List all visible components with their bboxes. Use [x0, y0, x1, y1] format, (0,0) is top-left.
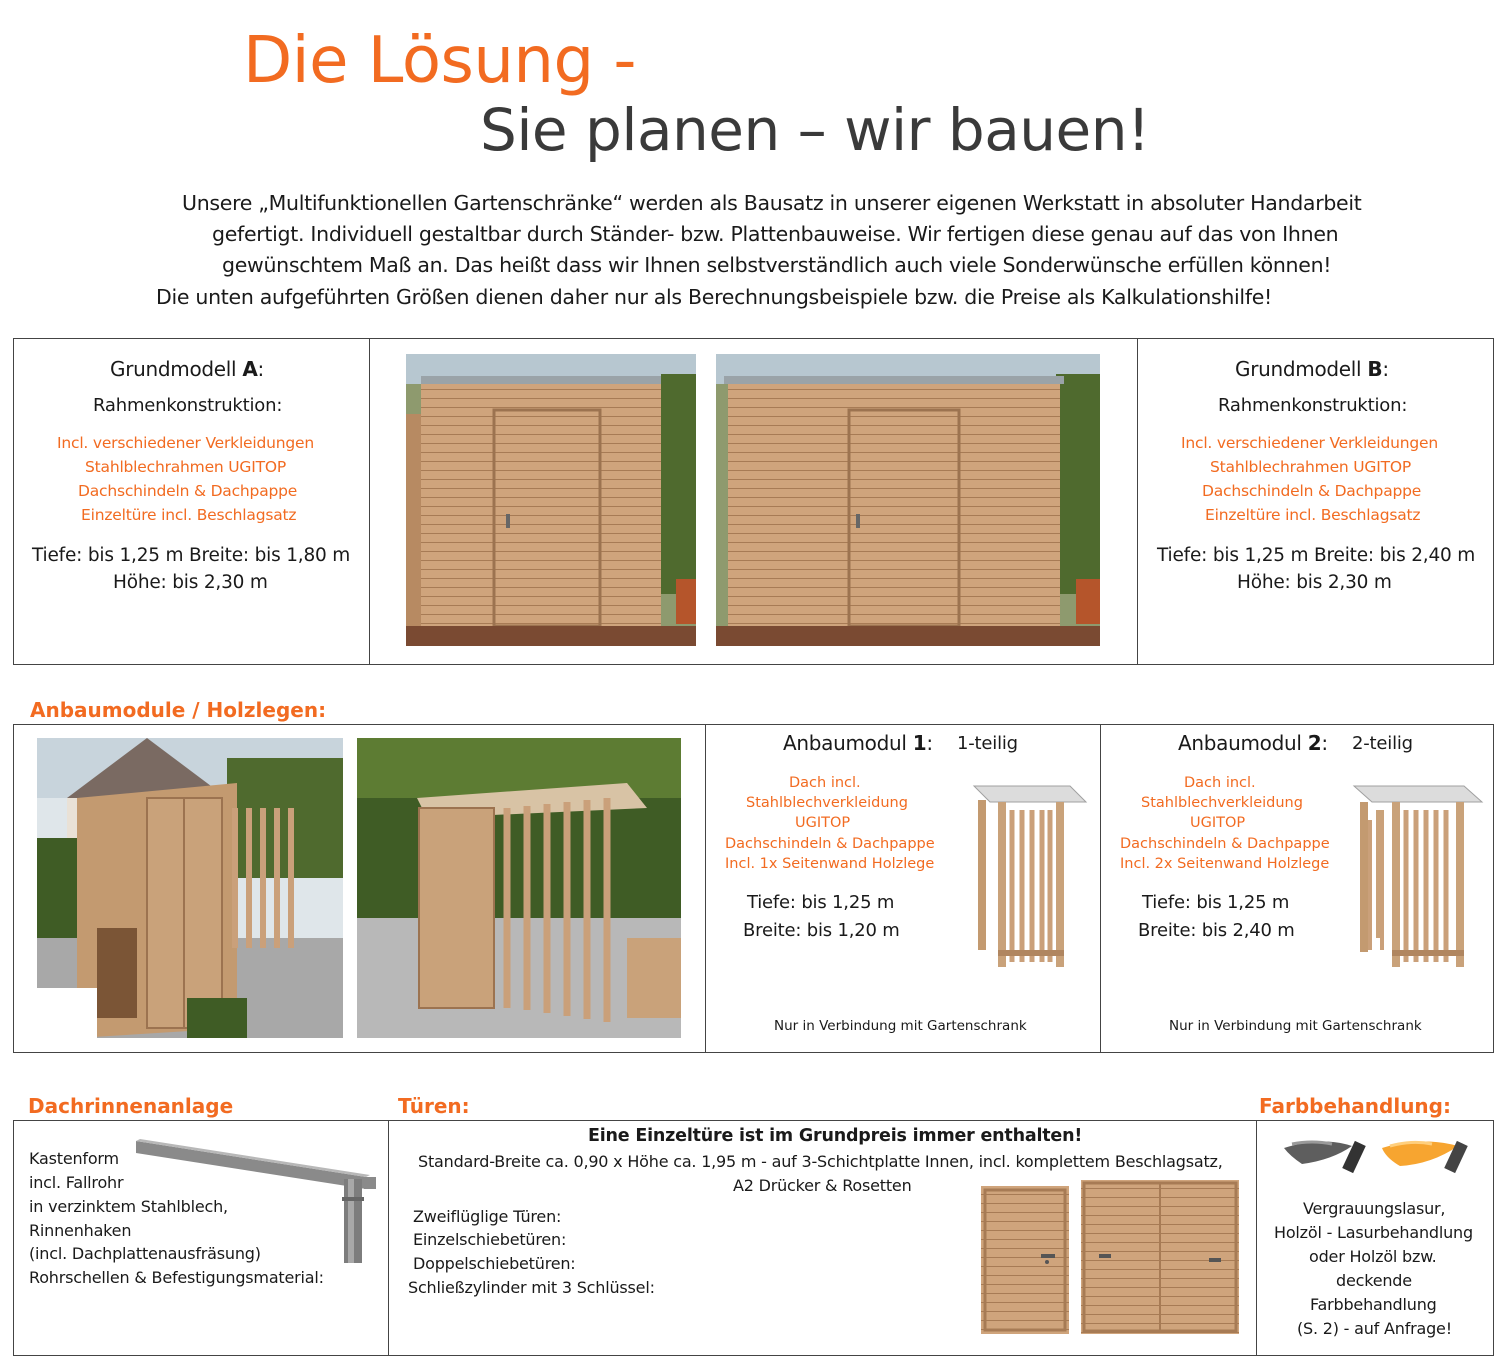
- dachrinne-line: incl. Fallrohr: [29, 1173, 124, 1192]
- module1-feature: Incl. 1x Seitenwand Holzlege: [725, 856, 935, 872]
- tueren-option: Doppelschiebetüren:: [413, 1254, 576, 1273]
- model-a-feature: Incl. verschiedener Verkleidungen: [57, 434, 314, 452]
- anbau-section-title: Anbaumodule / Holzlegen:: [30, 698, 327, 722]
- module2-feature: Stahlblechverkleidung: [1141, 795, 1303, 811]
- model-a-feature: Dachschindeln & Dachpappe: [78, 482, 298, 500]
- farbe-line: Vergrauungslasur,: [1303, 1199, 1446, 1218]
- model-b-feature: Dachschindeln & Dachpappe: [1202, 482, 1422, 500]
- model-b-height: Höhe: bis 2,30 m: [1237, 572, 1392, 593]
- module2-depth: Tiefe: bis 1,25 m: [1142, 892, 1290, 913]
- dachrinne-line: Rohrschellen & Befestigungsmaterial:: [29, 1268, 324, 1287]
- farbe-section-title: Farbbehandlung:: [1259, 1094, 1451, 1118]
- dachrinne-section-title: Dachrinnenanlage: [28, 1094, 234, 1118]
- module2-feature: UGITOP: [1190, 815, 1246, 831]
- module2-feature: Dach incl.: [1184, 775, 1256, 791]
- anbau-photo-1: [37, 738, 343, 1038]
- tueren-option: Schließzylinder mit 3 Schlüssel:: [408, 1278, 655, 1297]
- anbau-photo-2: [357, 738, 681, 1038]
- double-door-image: [1081, 1180, 1239, 1334]
- module2-feature: Dachschindeln & Dachpappe: [1120, 836, 1330, 852]
- page-title: Die Lösung -: [243, 24, 636, 98]
- tueren-headline: Eine Einzeltüre ist im Grundpreis immer enthalten!: [588, 1126, 1083, 1146]
- paint-brushes-image: [1282, 1134, 1470, 1184]
- model-b-feature: Stahlblechrahmen UGITOP: [1210, 458, 1411, 476]
- intro-line-2: gefertigt. Individuell gestaltbar durch Ständer- bzw. Plattenbauweise. Wir fertigen diese genau auf das von Ihnen: [212, 222, 1339, 246]
- model-b-dims: Tiefe: bis 1,25 m Breite: bis 2,40 m: [1157, 545, 1476, 566]
- module1-feature: Dach incl.: [789, 775, 861, 791]
- model-a-feature: Einzeltüre incl. Beschlagsatz: [81, 506, 297, 524]
- dachrinne-line: Rinnenhaken: [29, 1221, 132, 1240]
- module1-depth: Tiefe: bis 1,25 m: [747, 892, 895, 913]
- module1-title: Anbaumodul 1:: [783, 731, 933, 755]
- module2-feature: Incl. 2x Seitenwand Holzlege: [1120, 856, 1330, 872]
- model-b-feature: Einzeltüre incl. Beschlagsatz: [1205, 506, 1421, 524]
- module2-note: Nur in Verbindung mit Gartenschrank: [1169, 1018, 1422, 1034]
- tueren-section-title: Türen:: [398, 1094, 470, 1118]
- model-a-dims: Tiefe: bis 1,25 m Breite: bis 1,80 m: [32, 545, 351, 566]
- dachrinne-line: (incl. Dachplattenausfräsung): [29, 1244, 261, 1263]
- intro-line-3: gewünschtem Maß an. Das heißt dass wir Ihnen selbstverständlich auch viele Sonderwünsche erfüllen können!: [222, 253, 1332, 277]
- farbe-line: Holzöl - Lasurbehandlung: [1274, 1223, 1473, 1242]
- tueren-option: Einzelschiebetüren:: [413, 1230, 567, 1249]
- model-b-subtitle: Rahmenkonstruktion:: [1218, 395, 1408, 416]
- farbe-line: oder Holzöl bzw.: [1309, 1247, 1437, 1266]
- tueren-desc: Standard-Breite ca. 0,90 x Höhe ca. 1,95 m - auf 3-Schichtplatte Innen, incl. komplettem Beschlagsatz,: [418, 1152, 1223, 1171]
- module2-title: Anbaumodul 2:: [1178, 731, 1328, 755]
- tueren-option: Zweiflüglige Türen:: [413, 1207, 562, 1226]
- model-a-subtitle: Rahmenkonstruktion:: [93, 395, 283, 416]
- module1-type: 1-teilig: [957, 733, 1018, 754]
- farbe-line: (S. 2) - auf Anfrage!: [1297, 1319, 1452, 1338]
- module1-feature: Stahlblechverkleidung: [746, 795, 908, 811]
- gutter-image: [134, 1137, 380, 1265]
- farbe-line: deckende: [1336, 1271, 1412, 1290]
- single-door-image: [981, 1186, 1069, 1334]
- model-a-feature: Stahlblechrahmen UGITOP: [85, 458, 286, 476]
- module1-image: [970, 780, 1088, 968]
- module1-width: Breite: bis 1,20 m: [743, 920, 900, 941]
- intro-line-4: Die unten aufgeführten Größen dienen daher nur als Berechnungsbeispiele bzw. die Preise als Kalkulationshilfe!: [156, 285, 1272, 309]
- module1-note: Nur in Verbindung mit Gartenschrank: [774, 1018, 1027, 1034]
- model-b-photo: [716, 354, 1100, 646]
- dachrinne-line: Kastenform: [29, 1149, 119, 1168]
- model-a-height: Höhe: bis 2,30 m: [113, 572, 268, 593]
- farbe-line: Farbbehandlung: [1310, 1295, 1437, 1314]
- dachrinne-line: in verzinktem Stahlblech,: [29, 1197, 228, 1216]
- module2-width: Breite: bis 2,40 m: [1138, 920, 1295, 941]
- model-a-title: Grundmodell A:: [110, 357, 264, 381]
- module1-feature: Dachschindeln & Dachpappe: [725, 836, 935, 852]
- model-b-feature: Incl. verschiedener Verkleidungen: [1181, 434, 1438, 452]
- module2-type: 2-teilig: [1352, 733, 1413, 754]
- tueren-desc: A2 Drücker & Rosetten: [733, 1176, 912, 1195]
- page-subtitle: Sie planen – wir bauen!: [480, 96, 1150, 164]
- model-a-photo: [406, 354, 696, 646]
- intro-line-1: Unsere „Multifunktionellen Gartenschränke“ werden als Bausatz in unserer eigenen Werkstatt in absoluter Handarbeit: [182, 191, 1362, 215]
- module1-feature: UGITOP: [795, 815, 851, 831]
- module2-image: [1352, 780, 1484, 968]
- model-b-title: Grundmodell B:: [1235, 357, 1389, 381]
